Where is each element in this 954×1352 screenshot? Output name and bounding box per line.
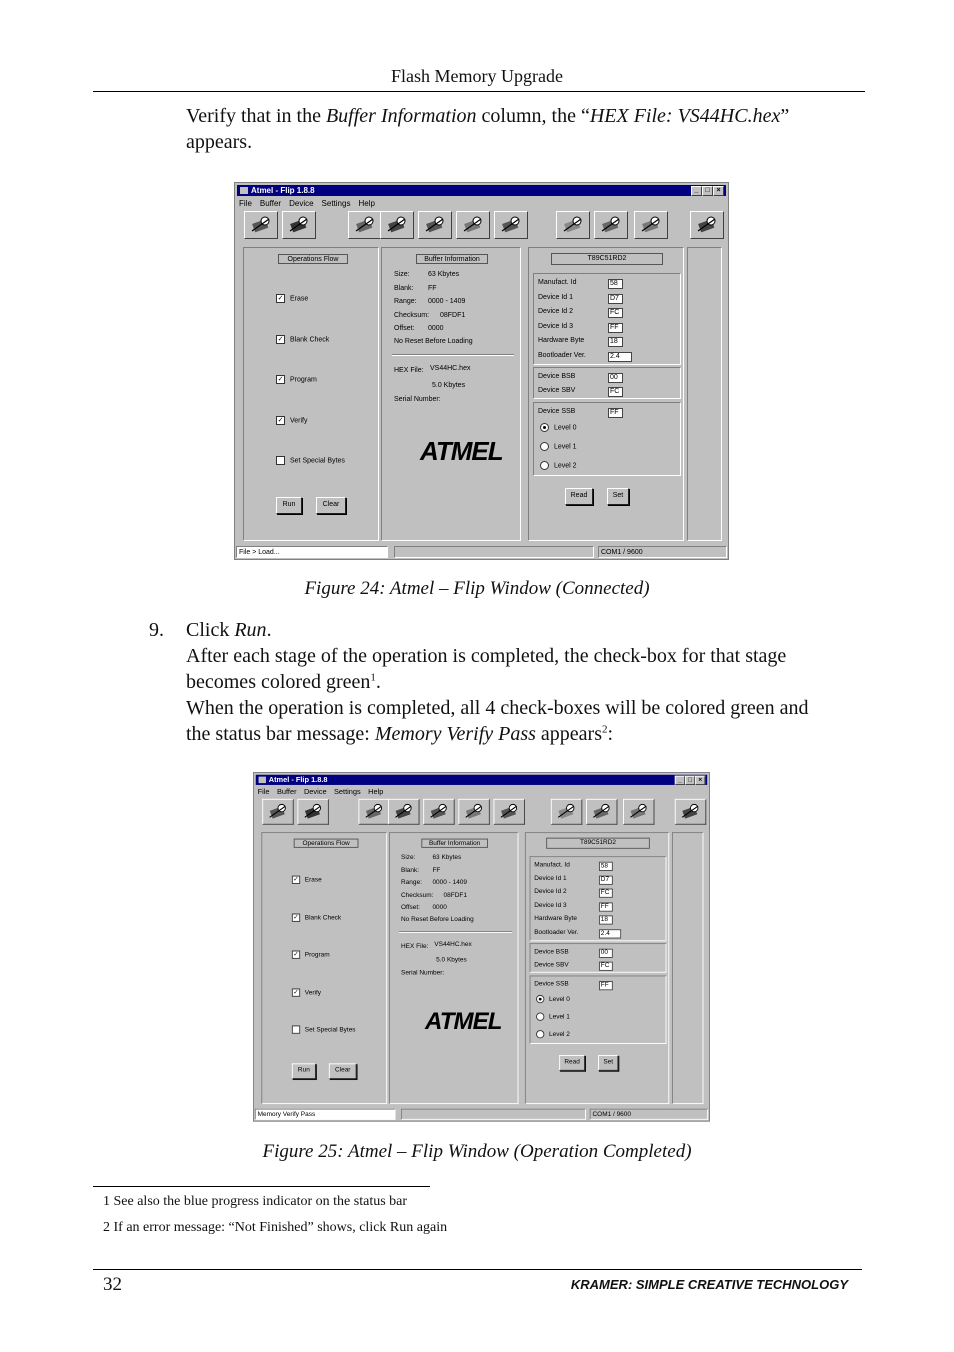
buffer-button[interactable] [456,211,490,239]
step-9-number: 9. [149,619,164,641]
device-field-value[interactable]: 58 [608,279,623,289]
status-message: File > Load... [236,546,388,558]
step-9-text: Click Run. After each stage of the operation is completed, the check-box for that stage becomes colored green$^1$. When the operation is completed, all 4 check-boxes will be colored green and the status bar message: Memory Verify Pass appears$^2$: [186,619,809,745]
menu-bar [239,198,383,209]
close-button[interactable]: × [713,186,724,196]
checkbox-label: Blank Check [304,914,342,921]
checkbox-erase[interactable] [276,294,308,304]
operations-flow-title: Operations Flow [294,839,359,848]
page-number: 32 [103,1274,122,1295]
device-field-label: Device Id 2 [534,888,567,896]
device-field-value[interactable]: 18 [599,915,613,924]
ssb-value[interactable]: FF [608,408,623,418]
buffer-button[interactable] [458,799,489,825]
checkbox-label: Erase [290,295,309,303]
minimize-button[interactable]: _ [691,186,702,196]
buffer-divider [399,931,512,933]
menu-buffer[interactable]: Buffer [259,199,282,208]
buffer-divider [392,354,514,356]
range-value: 0000 - 1409 [428,298,466,305]
checkbox-box[interactable]: ✓ [277,376,284,383]
operations-panel [261,832,387,1104]
set-button[interactable]: Set [598,1055,618,1071]
atmel-logo: ATMEL [425,1006,502,1035]
chip-erase-button[interactable] [262,799,293,825]
buffer-information-title: Buffer Information [416,254,488,264]
chip-erase-button[interactable] [244,211,278,239]
device-panel [528,247,684,541]
radio-button[interactable] [540,461,549,470]
range-label: Range: [401,879,422,886]
checkbox-verify[interactable] [276,416,308,426]
ssb-label: Device SSB [534,981,569,988]
port-status: COM1 / 9600 [590,1109,708,1120]
buffer-information-title: Buffer Information [421,839,488,848]
menu-file[interactable]: File [239,199,252,208]
device-field-label: Bootloader Ver. [534,928,579,936]
checkbox-label: Erase [304,876,322,884]
offset-label: Offset: [394,325,415,332]
minimize-button[interactable]: _ [675,776,685,785]
reset-mode-text: No Reset Before Loading [394,338,473,345]
device-field-value[interactable]: 58 [599,862,613,871]
checkbox-blank-check[interactable] [276,335,329,345]
hex-file-value: VS44HC.hex [434,941,472,948]
radio-label: Level 1 [554,443,577,451]
app-icon [259,777,266,783]
maximize-button[interactable]: □ [685,776,695,785]
checkbox-box[interactable] [276,456,285,465]
chip-button[interactable] [418,211,452,239]
device-name-title: T89C51RD2 [546,838,650,849]
toolbar [238,211,725,241]
menu-file[interactable]: File [257,787,270,797]
checkbox-set-special-bytes[interactable] [276,456,345,466]
menu-help[interactable]: Help [368,787,384,797]
buffer-panel [381,247,521,541]
device-field-label: Manufact. Id [534,861,570,869]
device-field-label: Bootloader Ver. [538,351,586,359]
radio-level-1[interactable] [540,442,577,452]
footnote-2: 2 If an error message: “Not Finished” shows, click Run again [103,1220,448,1235]
clear-button[interactable]: Clear [316,497,346,514]
size-label: Size: [394,271,410,278]
serial-number-label: Serial Number: [394,396,441,403]
checkbox-erase[interactable] [292,876,322,886]
device-field-label: Manufact. Id [538,279,577,286]
radio-level-2[interactable] [536,1030,570,1040]
checkbox-blank-check[interactable] [292,913,341,923]
radio-level-1[interactable] [536,1013,570,1023]
checkbox-set-special-bytes[interactable] [292,1025,356,1035]
hex-file-size: 5.0 Kbytes [432,382,466,389]
checkbox-label: Program [290,376,317,384]
size-label: Size: [401,854,416,861]
device-field-label: Hardware Byte [538,337,585,344]
status-bar [236,546,727,558]
operations-panel [243,247,379,541]
figure-24-caption: Figure 24: Atmel – Flip Window (Connected) [304,578,650,599]
offset-value: 0000 [428,325,444,332]
checkbox-box[interactable] [292,1025,300,1033]
read-button[interactable]: Read [559,1055,585,1071]
menu-device[interactable]: Device [289,199,314,208]
save-file-button[interactable] [623,799,654,825]
blank-label: Blank: [394,284,414,292]
set-button[interactable]: Set [607,488,629,505]
footnote-rule [93,1186,430,1187]
bsb-label: Device BSB [538,373,576,380]
chip-read-button[interactable] [494,211,528,239]
window-titlebar [256,775,707,785]
status-message: Memory Verify Pass [255,1109,396,1120]
blank-check-button[interactable] [297,799,328,825]
radio-label: Level 1 [549,1013,570,1021]
progress-bar [394,546,594,558]
checkbox-box[interactable]: ✓ [293,951,299,958]
menu-bar [258,787,391,797]
blank-value: FF [428,284,437,292]
device-panel [525,832,669,1104]
checkbox-box[interactable]: ✓ [293,913,299,921]
sbv-value[interactable]: FC [599,962,613,971]
boot-status-group [530,943,667,973]
device-field-label: Hardware Byte [534,915,578,922]
bsb-value[interactable]: 00 [608,373,623,383]
device-field-value[interactable]: FC [599,889,613,898]
device-field-label: Device Id 1 [534,875,567,882]
radio-button[interactable] [536,995,544,1003]
blank-value: FF [432,866,441,874]
checkbox-label: Blank Check [290,335,330,343]
device-field-value[interactable]: FC [608,308,623,318]
boot-status-group [533,367,681,399]
app-icon [240,187,248,194]
close-button[interactable]: × [695,776,705,785]
chip-button[interactable] [423,799,454,825]
radio-label: Level 2 [554,462,577,470]
footer-rule [93,1269,862,1270]
sbv-value[interactable]: FC [608,387,623,397]
checkbox-label: Set Special Bytes [304,1026,356,1034]
device-name-title: T89C51RD2 [551,253,663,265]
menu-settings[interactable]: Settings [333,787,361,797]
save-file-button[interactable] [634,211,668,239]
toolbar [257,799,707,827]
device-field-label: Device Id 2 [538,308,574,315]
radio-level-0[interactable] [540,423,577,433]
edit-buffer-button[interactable] [594,211,628,239]
bsb-label: Device BSB [534,948,569,956]
edit-buffer-button[interactable] [586,799,617,825]
hex-file-size: 5.0 Kbytes [436,957,467,964]
checkbox-label: Verify [290,416,308,424]
ssb-value[interactable]: FF [599,981,613,990]
checkbox-box[interactable]: ✓ [277,335,284,343]
size-value: 63 Kbytes [428,271,460,278]
run-button[interactable]: Run [292,1063,316,1079]
security-group [533,402,681,476]
clear-button[interactable]: Clear [329,1063,357,1079]
checkbox-box[interactable]: ✓ [293,876,299,883]
port-status: COM1 / 9600 [598,546,727,558]
hex-file-value: VS44HC.hex [430,365,471,372]
running-header: Flash Memory Upgrade [391,66,563,86]
chip-read-button[interactable] [494,799,525,825]
radio-button[interactable] [540,423,549,432]
sbv-label: Device SBV [534,961,569,969]
intro-paragraph: Verify that in the Buffer Information column, the “HEX File: VS44HC.hex” appears. [186,105,790,153]
maximize-button[interactable]: □ [702,186,713,196]
status-bar [255,1109,708,1120]
menu-buffer[interactable]: Buffer [276,787,297,797]
checkbox-program[interactable] [292,951,330,961]
checkbox-program[interactable] [276,375,317,385]
checkbox-label: Verify [304,989,322,996]
checkbox-verify[interactable] [292,988,321,998]
radio-label: Level 0 [549,996,570,1003]
device-field-value[interactable]: 2.4 [608,352,632,362]
figure-25-caption: Figure 25: Atmel – Flip Window (Operation Completed) [262,1141,692,1162]
footer-text: KRAMER: SIMPLE CREATIVE TECHNOLOGY [570,1277,848,1292]
device-field-value[interactable]: 18 [608,337,623,347]
checksum-value: 08FDF1 [440,311,466,319]
flip-window-connected [234,182,729,560]
help-book-button[interactable] [675,799,706,825]
radio-level-0[interactable] [536,995,570,1005]
device-field-value[interactable]: D7 [599,875,613,884]
device-field-label: Device Id 3 [534,901,567,909]
offset-value: 0000 [432,904,447,911]
device-id-group [533,273,681,365]
verify-button[interactable] [388,799,419,825]
atmel-logo: ATMEL [420,436,503,466]
help-book-button[interactable] [690,211,724,239]
offset-label: Offset: [401,904,420,911]
program-button[interactable] [358,799,389,825]
serial-number-label: Serial Number: [401,969,445,977]
bsb-value[interactable]: 00 [599,949,613,958]
radio-level-2[interactable] [540,461,577,471]
checkbox-box[interactable]: ✓ [277,295,284,302]
checkbox-label: Program [304,951,330,959]
device-field-value[interactable]: D7 [608,294,623,304]
footnote-1: 1 See also the blue progress indicator on the status bar [103,1194,408,1209]
ssb-label: Device SSB [538,408,576,415]
checkbox-box[interactable]: ✓ [293,988,299,996]
range-value: 0000 - 1409 [432,879,468,886]
device-field-value[interactable]: FF [599,902,613,911]
device-field-value[interactable]: FF [608,323,623,333]
device-field-label: Device Id 1 [538,293,574,301]
blank-label: Blank: [401,866,420,874]
checkbox-label: Set Special Bytes [290,457,345,465]
operations-flow-title: Operations Flow [278,254,348,264]
checksum-value: 08FDF1 [443,891,467,899]
blank-check-button[interactable] [282,211,316,239]
menu-settings[interactable]: Settings [321,199,351,208]
menu-device[interactable]: Device [303,787,327,797]
radio-label: Level 2 [549,1031,570,1038]
flip-window-completed [253,772,710,1122]
device-field-label: Device Id 3 [538,322,574,330]
device-id-group [530,856,667,941]
program-button[interactable] [348,211,382,239]
window-titlebar [237,185,726,196]
reset-mode-text: No Reset Before Loading [401,916,474,923]
hex-file-label: HEX File: [401,943,429,950]
device-field-value[interactable]: 2.4 [599,929,621,938]
security-group [530,976,667,1044]
checkbox-box[interactable]: ✓ [277,416,284,424]
progress-bar [401,1109,586,1120]
menu-help[interactable]: Help [358,199,375,208]
hex-file-label: HEX File: [394,367,424,374]
side-panel [687,247,722,541]
buffer-panel [389,832,518,1104]
checksum-label: Checksum: [401,891,434,899]
verify-button[interactable] [380,211,414,239]
size-value: 63 Kbytes [432,854,462,861]
checksum-label: Checksum: [394,311,430,319]
open-file-button[interactable] [556,211,590,239]
read-button[interactable]: Read [565,488,593,505]
radio-button[interactable] [540,442,549,451]
run-button[interactable]: Run [276,497,302,514]
header-rule [93,91,865,92]
window-title: Atmel - Flip 1.8.8 [251,186,315,195]
radio-label: Level 0 [554,424,577,432]
range-label: Range: [394,298,417,305]
radio-button[interactable] [536,1030,544,1038]
sbv-label: Device SBV [538,387,576,394]
side-panel [672,832,703,1104]
window-title: Atmel - Flip 1.8.8 [268,775,328,785]
radio-button[interactable] [536,1013,544,1021]
open-file-button[interactable] [551,799,582,825]
